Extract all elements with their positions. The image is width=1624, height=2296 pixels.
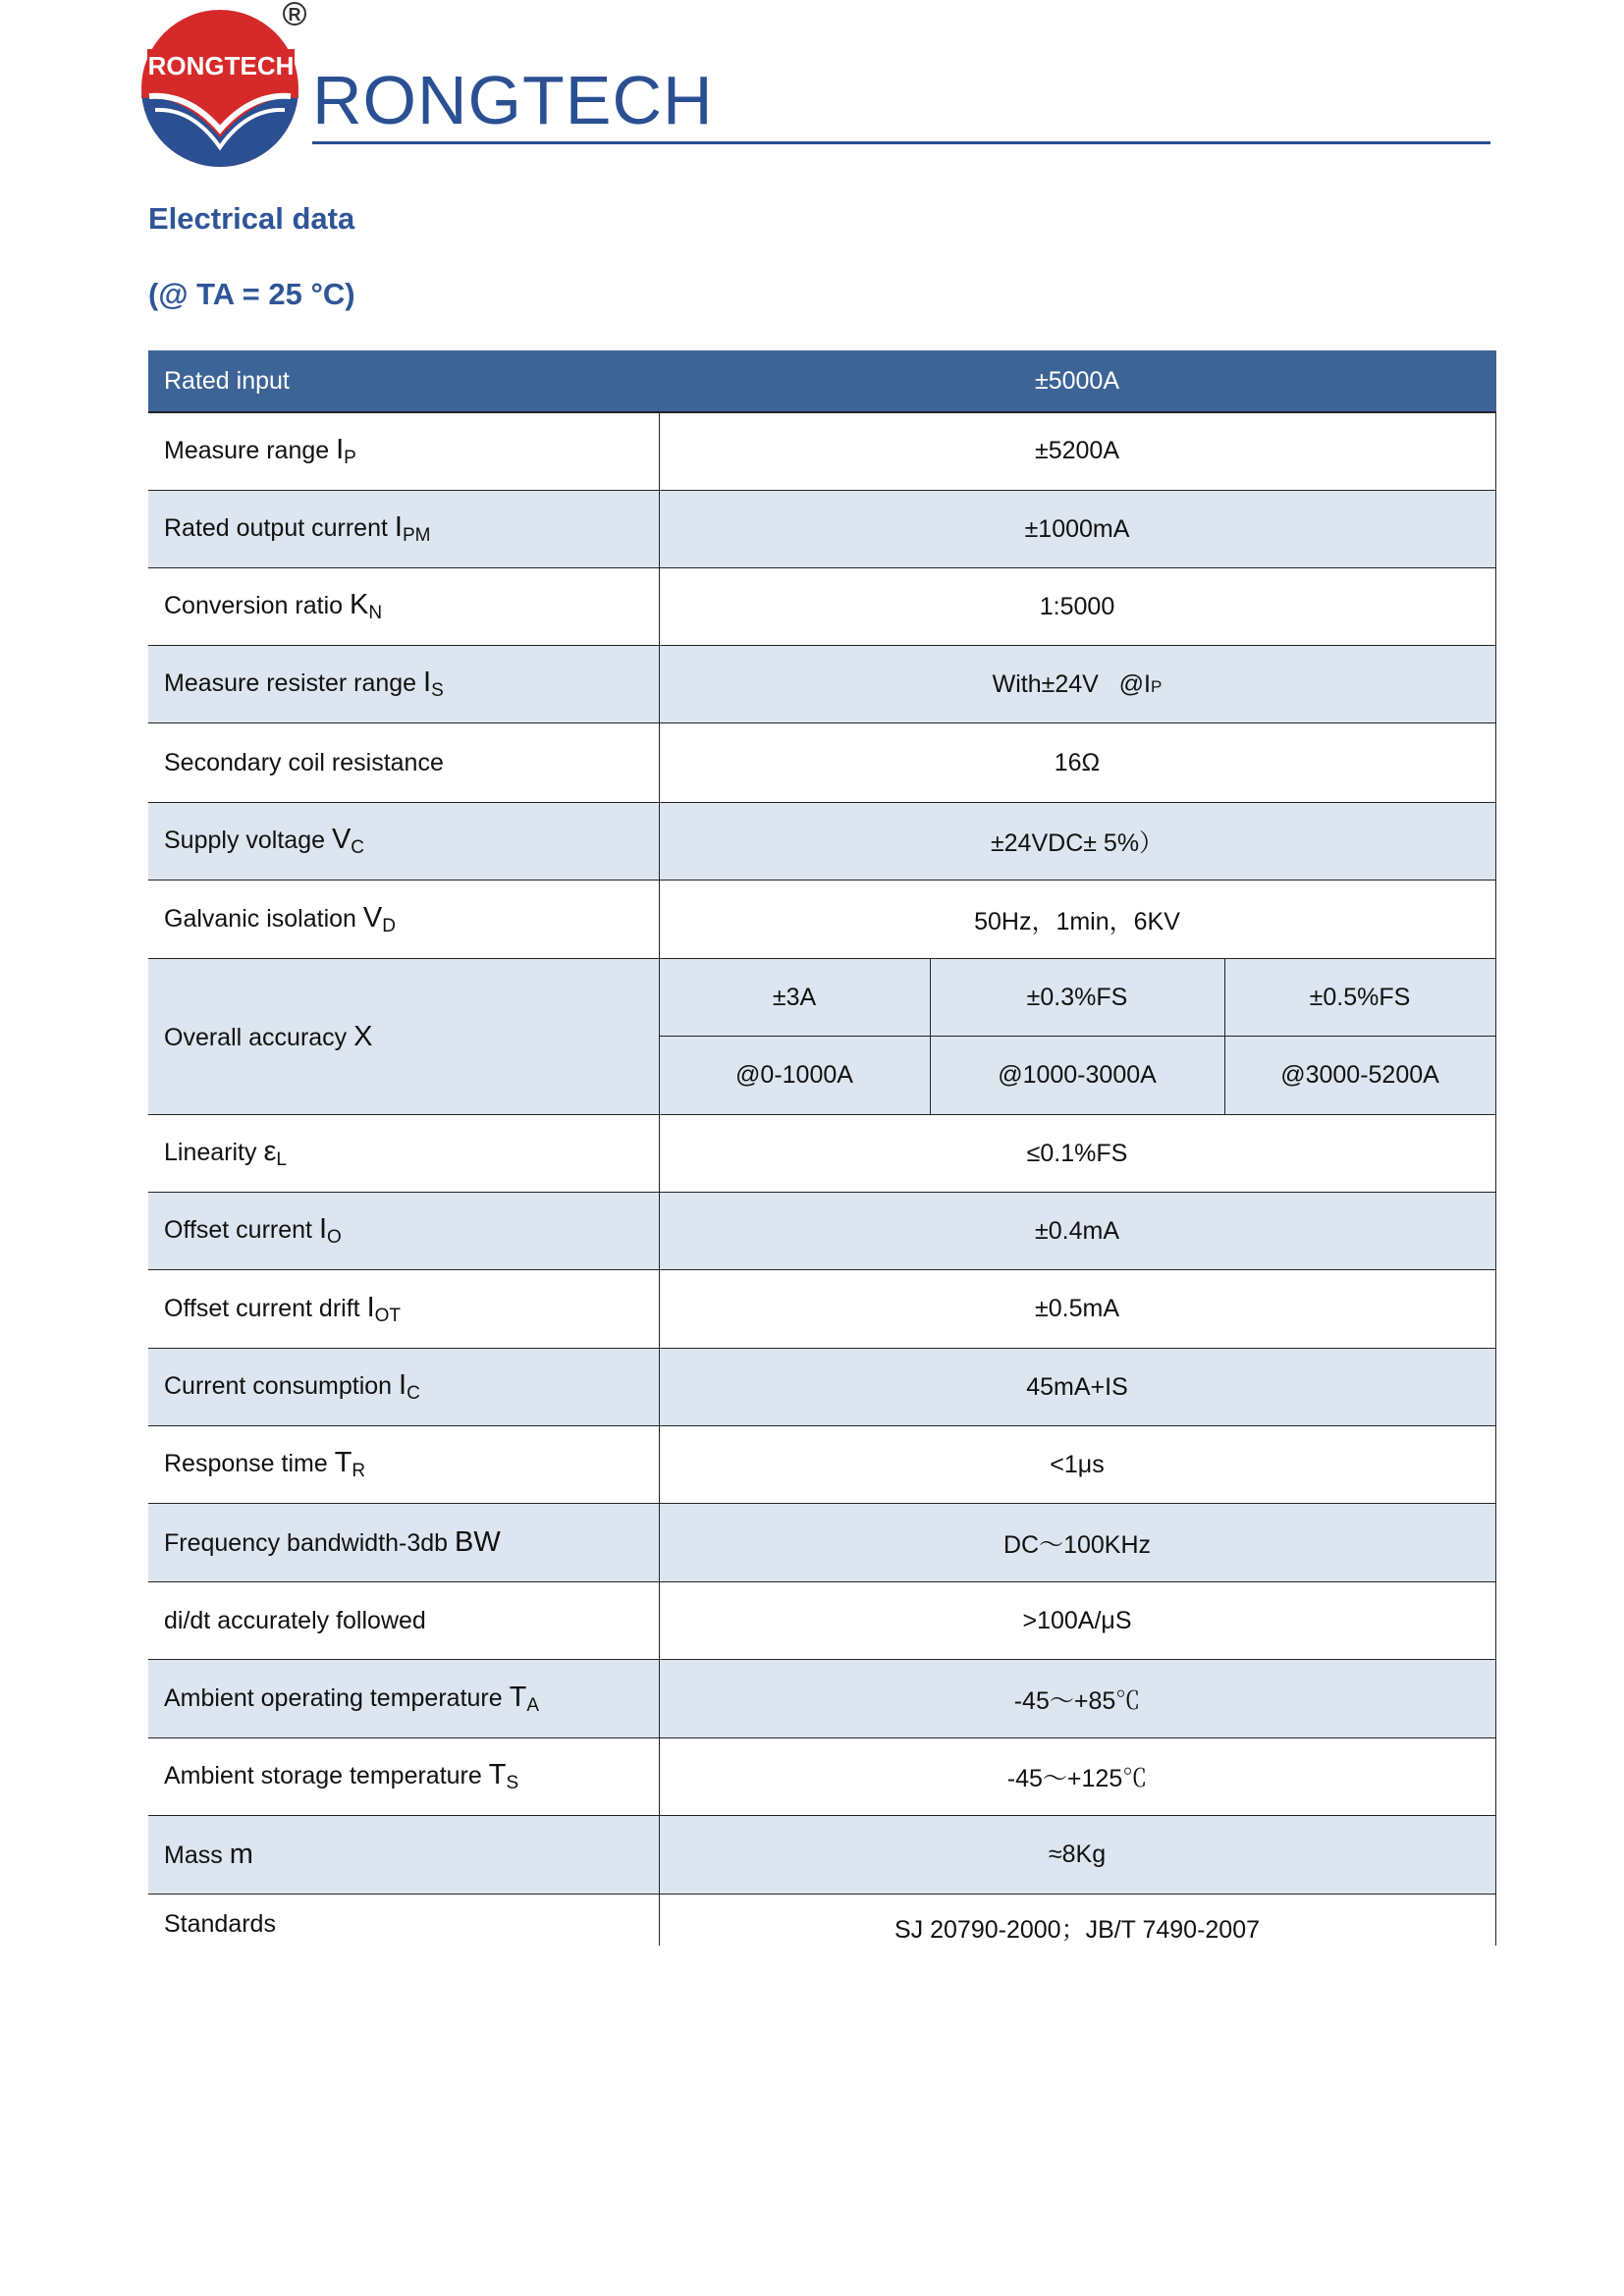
accuracy-value-3: ±0.5%FS	[1224, 959, 1495, 1037]
measure-range-value: ±5200A	[659, 412, 1495, 491]
didt-value: >100A/μS	[659, 1582, 1495, 1660]
rated-input-label: Rated input	[148, 351, 659, 412]
table-row	[148, 1582, 1495, 1660]
header-rule	[312, 141, 1490, 144]
conversion-ratio-label: Conversion ratio $K_N$	[148, 568, 659, 646]
overall-accuracy-label: Overall accuracy X	[148, 959, 659, 1115]
registered-mark: R	[288, 5, 301, 25]
linearity-label: Linearity $\varepsilon_L$	[148, 1115, 659, 1193]
rated-output-value: ±1000mA	[659, 491, 1495, 568]
didt-label: di/dt accurately followed	[148, 1582, 659, 1660]
table-row	[148, 1349, 1495, 1426]
table-row	[148, 1270, 1495, 1349]
measure-range-label: Measure range $I_P$	[148, 412, 659, 491]
offset-drift-label: Offset current drift $I_{OT}$	[148, 1270, 659, 1349]
resister-range-value: With±24V @IP	[659, 646, 1495, 723]
table-row	[148, 351, 1495, 412]
standards-value: SJ 20790-2000；JB/T 7490-2007	[659, 1895, 1495, 1947]
electrical-data-table	[148, 350, 1496, 1946]
rated-input-value: ±5000A	[659, 351, 1495, 412]
mass-value: ≈8Kg	[659, 1816, 1495, 1895]
supply-voltage-value: ±24VDC± 5%）	[659, 803, 1495, 881]
table-row	[148, 1504, 1495, 1582]
table-row	[148, 1738, 1495, 1816]
offset-current-label: Offset current $I_O$	[148, 1193, 659, 1270]
response-time-value: <1μs	[659, 1426, 1495, 1504]
table-row	[148, 803, 1495, 881]
table-row	[148, 1660, 1495, 1738]
resister-range-label: Measure resister range $I_S$	[148, 646, 659, 723]
current-consumption-label: Current consumption $I_C$	[148, 1349, 659, 1426]
current-consumption-value: 45mA+IS	[659, 1349, 1495, 1426]
storage-temp-value: -45～+125℃	[659, 1738, 1495, 1816]
table-row	[148, 1115, 1495, 1193]
table-row	[148, 646, 1495, 723]
coil-resistance-label: Secondary coil resistance	[148, 723, 659, 803]
test-condition: (@ TA = 25 °C)	[148, 277, 355, 311]
mass-label: Mass m	[148, 1816, 659, 1895]
rongtech-logo	[139, 0, 316, 172]
operating-temp-value: -45～+85℃	[659, 1660, 1495, 1738]
bandwidth-label: Frequency bandwidth-3db BW	[148, 1504, 659, 1582]
table-row	[148, 491, 1495, 568]
bandwidth-value: DC～100KHz	[659, 1504, 1495, 1582]
accuracy-range-2: @1000-3000A	[930, 1037, 1224, 1115]
table-row	[148, 881, 1495, 959]
table-row	[148, 412, 1495, 491]
logo-text: RONGTECH	[147, 51, 295, 80]
galvanic-isolation-value: 50Hz，1min，6KV	[659, 881, 1495, 959]
table-row	[148, 1816, 1495, 1895]
offset-current-value: ±0.4mA	[659, 1193, 1495, 1270]
response-time-label: Response time $T_R$	[148, 1426, 659, 1504]
section-title: Electrical data	[148, 201, 355, 236]
brand-name: RONGTECH	[312, 62, 714, 138]
supply-voltage-label: Supply voltage $V_C$	[148, 803, 659, 881]
table-row	[148, 723, 1495, 803]
storage-temp-label: Ambient storage temperature $T_S$	[148, 1738, 659, 1816]
conversion-ratio-value: 1:5000	[659, 568, 1495, 646]
accuracy-range-3: @3000-5200A	[1224, 1037, 1495, 1115]
table-row	[148, 1426, 1495, 1504]
coil-resistance-value: 16Ω	[659, 723, 1495, 803]
operating-temp-label: Ambient operating temperature $T_A$	[148, 1660, 659, 1738]
accuracy-range-1: @0-1000A	[659, 1037, 930, 1115]
accuracy-value-1: ±3A	[659, 959, 930, 1037]
table-row	[148, 959, 1495, 1037]
offset-drift-value: ±0.5mA	[659, 1270, 1495, 1349]
table-row	[148, 1193, 1495, 1270]
standards-label: Standards	[148, 1895, 659, 1947]
accuracy-value-2: ±0.3%FS	[930, 959, 1224, 1037]
linearity-value: ≤0.1%FS	[659, 1115, 1495, 1193]
galvanic-isolation-label: Galvanic isolation $V_D$	[148, 881, 659, 959]
rated-output-label: Rated output current $I_{PM}$	[148, 491, 659, 568]
table-row	[148, 568, 1495, 646]
table-row	[148, 1895, 1495, 1947]
